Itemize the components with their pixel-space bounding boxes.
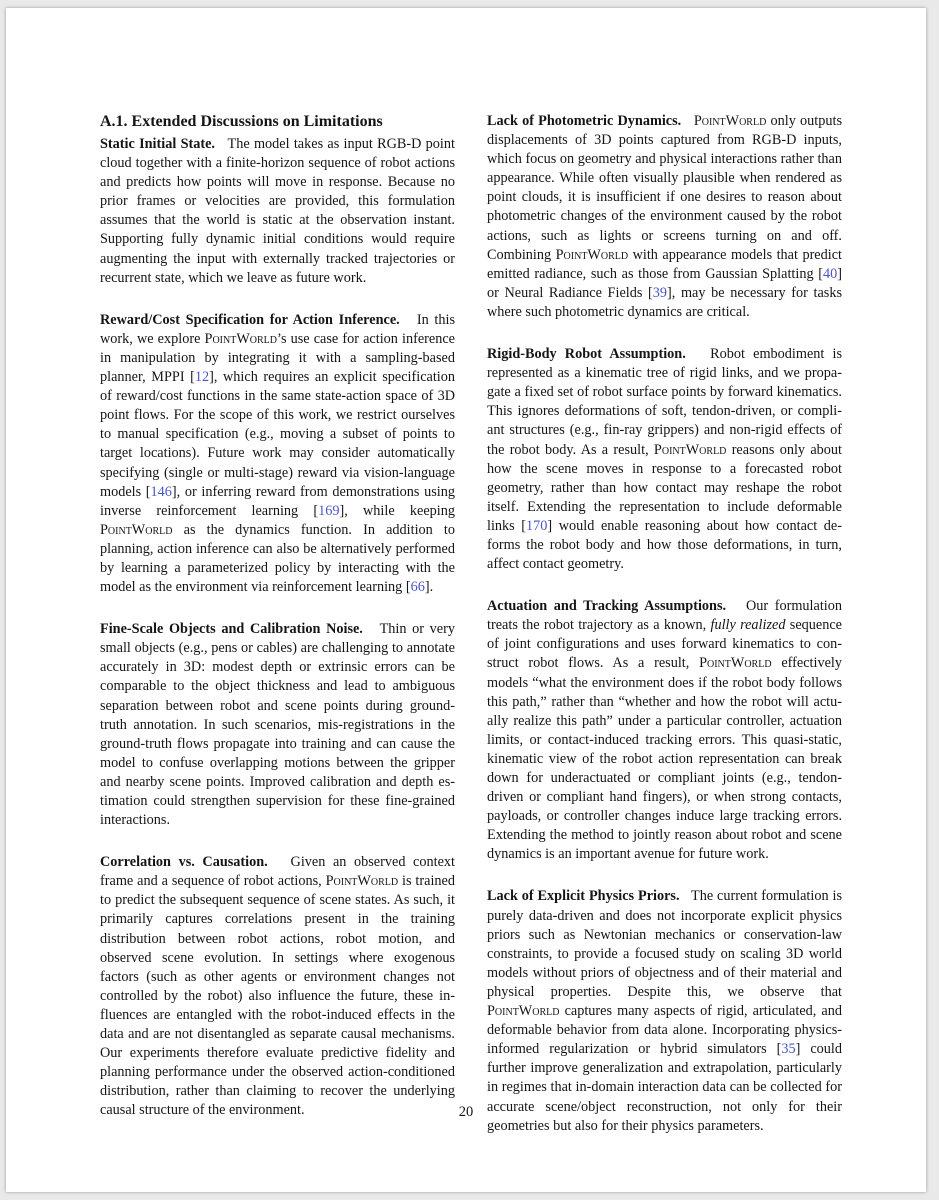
paragraph-correlation-causation [100, 853, 455, 1120]
paragraph-text: In this work, we explore [100, 311, 455, 347]
paragraph-heading: Static Initial State. [100, 136, 215, 152]
model-name: PointWorld [555, 246, 629, 263]
paragraph-heading: Fine-Scale Objects and Calibration Noise. [100, 621, 363, 638]
paragraph-text: reasons only about how the scene moves in response to a forecasted robot geometry, rather than how contact may reshape the robot itself. Extending the representation to include deformable links [ [487, 441, 842, 534]
model-name: PointWorld [204, 330, 278, 347]
paragraph-text: only outputs displacements of 3D points captured from RGB-D inputs, which focus on geometry and physical interactions rather than appearance. While often visually plausible when rendered as point clouds, it is insufficient if one desires to reason about photometric changes of the environment caused by the robot actions, such as lights or screens turning on and off. Combining [487, 113, 842, 263]
paragraph-heading: Actuation and Tracking Assumptions. [487, 598, 727, 615]
paragraph-text: with appearance models that predict emitted radiance, such as those from Gaussian Splatting [ [487, 246, 843, 282]
citation-link[interactable]: 169 [318, 502, 340, 519]
paragraph-heading: Lack of Photometric Dynamics. [487, 113, 682, 129]
paragraph-text: ] could further improve generalization and extrapolation, particularly in regimes that in-domain interaction data can be collected for accurate scene/object reconstruction, not only for their geometries but also for their physics parameters. [487, 1041, 842, 1134]
paragraph-fine-scale-objects [100, 620, 455, 830]
citation-link[interactable]: 35 [781, 1041, 796, 1058]
paragraph-heading: Lack of Explicit Physics Priors. [487, 888, 680, 905]
paragraph-text: ], may be necessary for tasks where such photometric dynamics are critical. [487, 284, 842, 320]
left-column [100, 112, 455, 1144]
paragraph-text: captures many aspects of rigid, articulated, and deformable behavior from data alone. Incorporating physics-informed regularization or hybrid simulators [ [487, 1003, 842, 1058]
citation-link[interactable]: 170 [526, 517, 548, 534]
section-title: A.1. Extended Discussions on Limitations [100, 113, 383, 130]
paragraph-text: ] would enable reasoning about how contact deforms the robot body and how those deformations, in turn, affect contact geometry. [487, 517, 842, 573]
paragraph-text: Robot embodiment is represented as a kinematic tree of rigid links, and we propagate a fixed set of robot surface points by forward kinematics. This ignores deformations of soft, tendon-driven, or compliant structures (e.g., fin-ray grippers) and non-rigid effects of the robot body. As a result, [487, 346, 842, 458]
paragraph-text: The current formulation is purely data-driven and does not incorporate explicit physics priors such as Newtonian mechanics or conservation-law constraints, to provide a focused study on scaling 3D world models without priors of objectness and of their material and physical properties. Despite this, we observe that [487, 888, 842, 1000]
model-name: PointWorld [699, 655, 772, 672]
paragraph-text: sequence of joint configurations and uses forward kinematics to construct robot flows. As a result, [487, 617, 842, 672]
paragraph-text: ]. [424, 579, 434, 596]
citation-link[interactable]: 12 [194, 369, 210, 386]
paragraph-text: Thin or very small objects (e.g., pens or cables) are challenging to annotate accurately in 3D: modest depth or extrinsic errors can be comparable to the object thickness and lead to ambiguous separation between robot and scene points during ground-truth annotation. In such scenarios, mis-registrations in the ground-truth flows propagate into training and can cause the model to confuse overlapping motions between the gripper and nearby scene points. Improved calibration and depth estimation could strengthen supervision for these fine-grained interactions. [100, 621, 455, 829]
citation-link[interactable]: 66 [410, 579, 425, 596]
paragraph-text: Given an observed context frame and a sequence of robot actions, [100, 854, 455, 890]
paragraph-actuation-tracking [487, 597, 842, 864]
paragraph-text: ], or inferring reward from demonstrations using inverse reinforcement learning [ [100, 483, 455, 519]
paragraph-static-initial-state [100, 135, 455, 288]
paragraph-physics-priors [487, 887, 842, 1135]
paragraph-heading: Correlation vs. Causation. [100, 854, 268, 871]
paragraph-text: effectively models “what the environment does if the robot body follows this path,” rather than “whether and how the robot will actually realize this path” under a particular controller, actuation limits, or contact-induced tracking errors. This quasi-static, kinematic view of the robot action representation can break down for underactuated or compliant joints (e.g., tendon-driven or compliant hand fingers), or when strong contacts, payloads, or controller changes induce large tracking errors. Extending the method to jointly reason about robot and scene dynamics is an important avenue for future work. [487, 655, 842, 863]
paragraph-heading: Reward/Cost Specification for Action Inference. [100, 311, 400, 328]
model-name: PointWorld [325, 873, 399, 890]
emphasis-text: fully realized [710, 617, 786, 634]
paragraph-text: The model takes as input RGB-D point cloud together with a finite-horizon sequence of robot actions and predicts how points will move in response. Because no prior frames or velocities are provided, this formulation assumes that the world is static at the observation instant. Supporting fully dynamic initial conditions would require augmenting the input with externally tracked trajectories or recurrent state, which we leave as future work. [100, 136, 455, 286]
paragraph-text: ’s use case for action inference in manipulation by integrating it with a sampling-based planner, MPPI [ [100, 330, 456, 386]
citation-link[interactable]: 146 [150, 483, 172, 500]
paragraph-text: ] or Neural Radiance Fields [ [487, 265, 842, 301]
paragraph-photometric-dynamics [487, 112, 842, 322]
citation-link[interactable]: 40 [823, 265, 838, 282]
model-name: PointWorld [100, 521, 173, 538]
paragraph-reward-cost [100, 311, 455, 597]
model-name: PointWorld [653, 441, 727, 458]
paragraph-rigid-body [487, 345, 842, 574]
model-name: PointWorld [693, 113, 767, 129]
paragraph-text: as the dynamics function. In addition to planning, action inference can also be alternatively performed by learning a parameterized policy by interacting with the model as the environment via reinforcement learning [ [100, 521, 455, 596]
paragraph-text: Our formulation treats the robot trajectory as a known, [487, 598, 842, 634]
paragraph-text: ], while keeping [339, 502, 455, 519]
paragraph-text: ], which requires an explicit specification of reward/cost functions in the same state-action space of 3D point flows. For the scope of this work, we restrict ourselves to manual specification (e.g., moving a subset of points to target locations). Future work may consider automatically specifying (single or multi-stage) reward via vision-language models [ [100, 369, 456, 500]
page-number: 20 [458, 1104, 474, 1120]
paragraph-heading: Rigid-Body Robot Assumption. [487, 346, 686, 363]
model-name: PointWorld [487, 1003, 560, 1020]
right-column [487, 112, 842, 1159]
document-page [6, 8, 926, 1192]
citation-link[interactable]: 39 [652, 284, 668, 301]
paragraph-text: is trained to predict the subsequent sequence of scene states. As such, it primarily captures correlations present in the training distribution between robot actions, robot motion, and observed scene evolution. In settings where exogenous factors (such as other agents or environment changes not controlled by the robot) also influence the future, these influences are entangled with the robot-induced effects in the data and are not disentangled as separate causal mechanisms. Our experiments therefore evaluate predictive fidelity and planning performance under the observed action-conditioned distribution, rather than claiming to recover the underlying causal structure of the environment. [100, 873, 455, 1119]
